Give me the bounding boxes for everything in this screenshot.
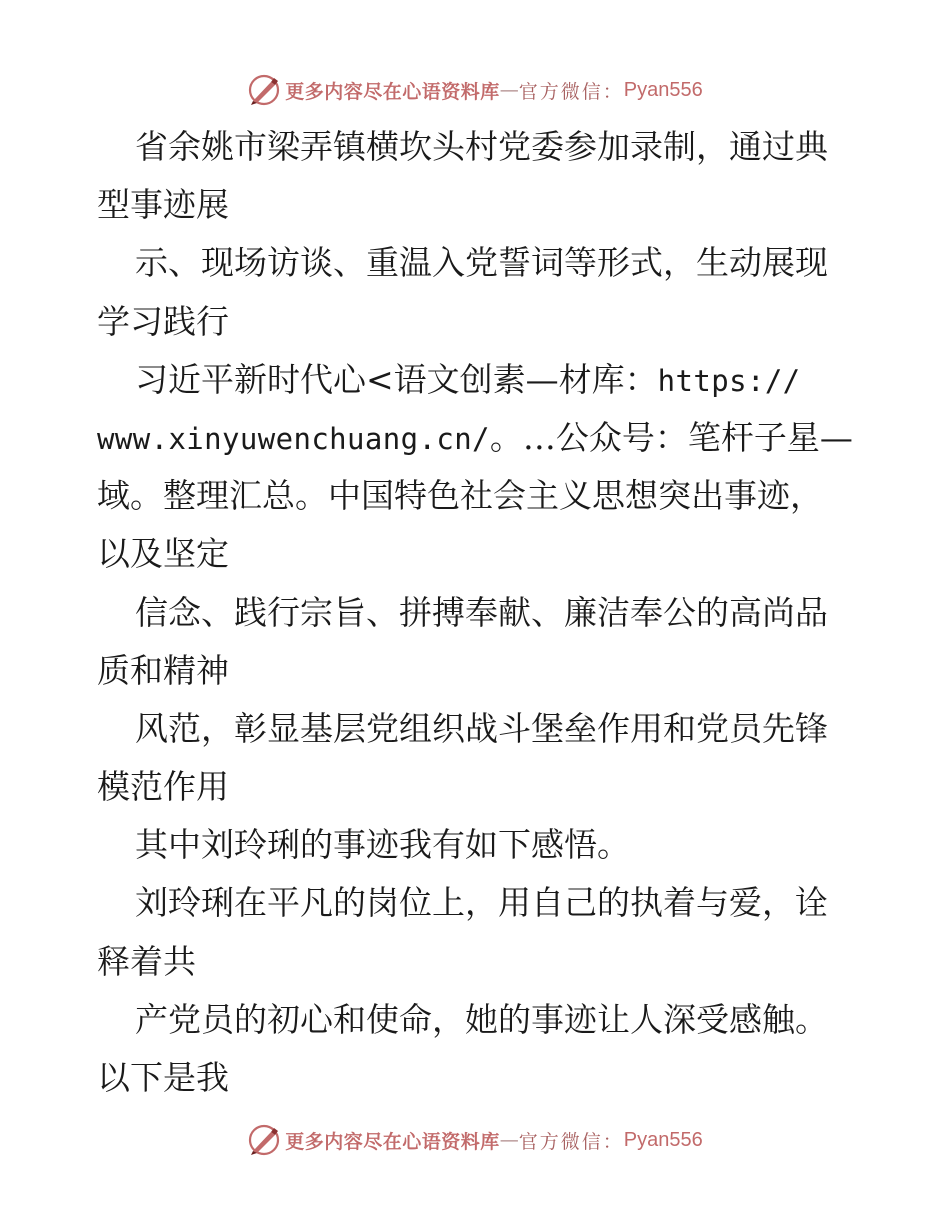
text-line: 释着共	[97, 941, 196, 981]
text-line: 学习践行	[97, 301, 229, 341]
text-segment: 刘玲	[135, 883, 201, 923]
name-character: 琍	[267, 825, 300, 865]
text-segment: 习近平新时代心<语文创素—材库：	[135, 359, 658, 399]
text-line	[97, 874, 857, 932]
text-line	[97, 816, 857, 874]
text-line: 型事迹展	[97, 185, 229, 225]
text-segment: 。…公众号：笔杆子星—	[489, 417, 853, 457]
header-watermark-banner	[0, 72, 950, 108]
footer-wechat-id: Pyan556	[623, 1128, 703, 1151]
text-segment: 在平凡的岗位上，用自己的执着与爱，诠	[234, 883, 828, 923]
pen-logo-icon	[247, 1123, 281, 1157]
text-line: 模范作用	[97, 767, 229, 807]
text-line: 域。整理汇总。中国特色社会主义思想突出事迹，	[97, 476, 823, 516]
footer-wechat-label: 官方微信：	[518, 1130, 624, 1153]
pen-logo-icon	[247, 73, 281, 107]
header-banner-text: 更多内容尽在心语资料库	[285, 80, 500, 103]
text-segment: 其中刘玲	[135, 825, 267, 865]
url-text: https://	[657, 363, 801, 398]
text-line: 产党员的初心和使命，她的事迹让人深受感触。	[135, 999, 828, 1039]
url-text: www.xinyuwenchuang.cn/	[97, 421, 490, 456]
footer-banner-separator: —	[499, 1129, 519, 1151]
header-wechat-id: Pyan556	[623, 78, 703, 101]
text-line	[97, 351, 857, 409]
text-line: 以下是我	[97, 1058, 229, 1097]
text-line: 信念、践行宗旨、拼搏奉献、廉洁奉公的高尚品	[135, 592, 828, 632]
text-line: 示、现场访谈、重温入党誓词等形式，生动展现	[135, 243, 828, 283]
header-banner-separator: —	[499, 79, 519, 101]
header-wechat-label: 官方微信：	[518, 80, 624, 103]
text-segment: 的事迹我有如下感悟。	[300, 825, 630, 865]
text-line: 风范，彰显基层党组织战斗堡垒作用和党员先锋	[135, 708, 828, 748]
text-line: 省余姚市梁弄镇横坎头村党委参加录制，通过典	[135, 127, 828, 166]
text-line: 质和精神	[97, 650, 229, 690]
body-text	[97, 118, 857, 1107]
name-character: 琍	[201, 883, 234, 923]
text-line	[97, 409, 857, 467]
footer-banner-text: 更多内容尽在心语资料库	[285, 1130, 500, 1153]
text-line: 以及坚定	[97, 534, 229, 574]
footer-watermark-banner	[0, 1122, 950, 1158]
